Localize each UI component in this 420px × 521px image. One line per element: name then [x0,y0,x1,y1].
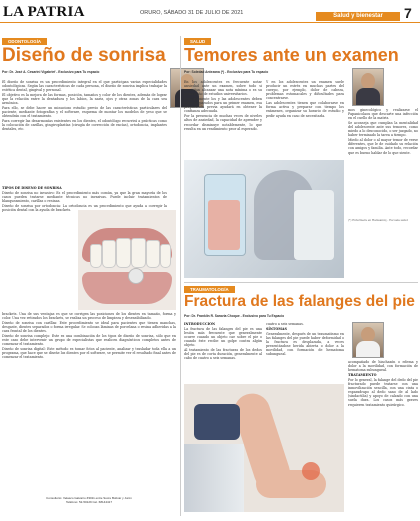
paragraph: El objetivo es la mejora de las formas, posición, tamaños y color de los dientes, además de lograr que la relación entre la dentadura y los labios, la nariz, ojos y otras zonas de la cara sea armónica. [2,93,167,106]
paragraph: Las adolescentes tienen que colaborarse en forma activa y preparar con tiempo los exámenes, organizar su horario de estudio y pedir ayuda en caso de necesitarla. [266,101,344,118]
foot-illustration [184,384,344,512]
paragraph: El diseño de sonrisa es un procedimiento integral en el que participan varias especialidades odontológicas. Según las características de cada persona, el diseño de sonrisa implica trabajar la estética dental, gingival y personal. [2,80,167,93]
page-number: 7 [404,5,412,21]
author-photo [352,322,384,358]
paragraph: Y en los adolescentes un examen suele producir un estrés en muchas partes del cuerpo, por ejemplo, dolor de cabeza, problemas estomacales y dificultades para concentrarse. [266,80,344,101]
trauma-intro [184,322,262,382]
contact-phone: Teléfono: 52-50129 Cel. 68144417 [65,500,113,504]
salud-col1 [184,80,262,158]
teeth-illustration [78,210,176,310]
paragraph: En los adolescentes es frecuente notar ansiedad ante un examen, sobre todo si necesitan alcanzar una nota mínima o es su primer año de estudios universitarios. [184,80,262,97]
paragraph: Para corregir las desarmonías existentes en los dientes, el odontólogo recurrirá a prácticas como la colocación de carillas, gingivoplastías (cirugía de corrección de encías), ortodoncia, implantes dentales, etc. [2,119,167,132]
column-divider [180,36,181,516]
paragraph: Se aconseja que cumplan la mentalidad del adolescente ante sus temores, como miedo a lo desconocido, o ser juzgado, no haber terminado la tarea a tiempo. [348,121,418,138]
paragraph: Diseño de sonrisa digital: Este método es tomar fotos al paciente, analizar y trasladar toda ella a un programa, que hace que se diseñe los dientes por el software, se permite ver el resultado final antes de comenzar el tratamiento. [2,347,176,360]
trauma-tag: TRAUMATOLOGÍA [184,286,235,293]
salud-byline: Por: Soledad Antezana (*) - Exclusivo para Tu espacio [184,70,269,74]
odontologia-title: Diseño de sonrisa [2,45,166,66]
newspaper-logo: LA PATRIA [3,4,85,20]
paragraph: Diseño de sonrisa no invasivo: Es el procedimiento más común, ya que la gran mayoría de los casos pueden tratarse mediante técnicas no invasivas. Puede incluir tratamientos de blanqueamiento, carillas o resinas. [2,190,167,204]
paragraph: Por lo general, la falange del dedo del pie fracturado puede tratarse con una inmovilización sencilla, con una cinta o esparadrapo al dedo sano de al lado (sindactilia) y apoyo de calzado con una suela dura. Los casos más graves requieren tratamiento quirúrgico. [348,377,418,407]
subheading: SÍNTOMAS [266,326,287,331]
issue-date: ORURO, SÁBADO 31 DE JULIO DE 2021 [140,10,244,16]
subheading: INTRODUCCIÓN [184,322,216,326]
paragraph: Diseño de sonrisa por ortodoncia: La ortodoncia es un procedimiento que ayuda a corregir la posición dental con la ayuda de brackets. [2,203,167,213]
paragraph: Por la presencia de muchas veces de niveles altos de ansiedad, la capacidad de aprender y recordar disminuye notablemente, lo que resulta en un rendimiento peor al esperado. [184,114,262,131]
paragraph: acompañado de hinchazón o edema y dolor a la movilidad, con formación de hematoma subungueal. [348,360,418,373]
paragraph: Miedo al dolor o al mayor temor de verse diferentes, que le de cuidado su relación con amigos y familia. Ante todo, recordar que es bueno hablar de lo que siente. [348,138,418,155]
section-divider [184,282,418,283]
paragraph: Principalmente los y las adolescentes deben estar preparados para un primer examen, esa preparación previa ayudará en obtener la confianza adecuada. [184,97,262,114]
contact-address: Consultorio: Velasco Galvarro #3011 entre Sucre Bolívar y Junín [46,496,132,500]
paragraph: cuatro a seis semanas. [266,322,304,326]
trauma-symptoms [266,322,344,382]
paragraph: Al tratamiento de las fracturas de los dedos del pie es de corta duración, generalmente al cabo de cuatro a seis semanas. [184,348,262,361]
exam-photo [184,160,344,278]
odontologia-types-continued [2,312,176,494]
subheading: TRATAMIENTO [348,373,377,378]
odontologia-tag: ODONTOLOGÍA [2,38,47,45]
trauma-title: Fractura de las falanges del pie [184,293,415,310]
salud-tag: SALUD [184,38,211,45]
paragraph: La fractura de las falanges del pie es una lesión más frecuente que generalmente ocurre cuando un objeto cae sobre el pie o cuando éste recibe un golpe contra algún objeto. [184,326,262,348]
trauma-byline: Por: Dr. Franklin R. Saravia Choque - Exclusivo para Tu Espacio [184,314,285,318]
trauma-treatment [348,360,418,510]
paragraph: Diseño de sonrisa complejo: Este es una combinación de los tipos de diseño de sonrisa, sólo que en este caso debe intervenir un grupo de especialistas que realicen diagnósticos completos antes de comenzar el tratamiento. [2,334,176,347]
paragraph: brackets. Una de sus ventajas es que se corrigen las posiciones de los dientes en tamaño, forma y color. Una vez retirados los brackets, se realiza un proceso de limpieza y desensibilizado. [2,312,176,321]
paragraph: Generalmente, después de un traumatismo en las falanges del pie puede haber deformidad o la fractura es desplazada, a veces presentándose herida abierta o dolor a la movilidad, con formación de hematoma subungueal. [266,331,344,357]
paragraph: Para ello, se debe hacer un minucioso estudio previo de las características particulares del paciente, mediante fotografías y el software, esquema de montar los modelos de yeso que se obtendrán con el tratamiento. [2,106,167,119]
odontologia-byline: Por: Dr. José A. Cesarini Vigabrief - Exclusivo para Tu espacio [2,70,100,74]
subheading: TIPOS DE DISEÑO DE SONRISA [2,186,62,190]
paragraph: mos ginecológico y realizarse el Papanicolaou que descarte una infección en el cuello de la matriz. [348,108,418,121]
odontologia-contact [2,496,176,504]
salud-col3 [348,108,418,216]
author-photo [352,68,384,106]
paragraph: Diseño de sonrisa con carillas: Este procedimiento se ideal para pacientes que tienen manchas, desgaste, dientes separados o forma irregular. Se colocan láminas de porcelana o resina adheridas a la cara frontal de los dientes. [2,320,176,334]
section-banner: Salud y bienestar [316,12,400,21]
salud-title: Temores ante un examen [184,45,399,65]
salud-signature: (*) Enfermera en Hamsamiq - Escuela salud [348,218,408,222]
odontologia-intro [2,80,167,185]
